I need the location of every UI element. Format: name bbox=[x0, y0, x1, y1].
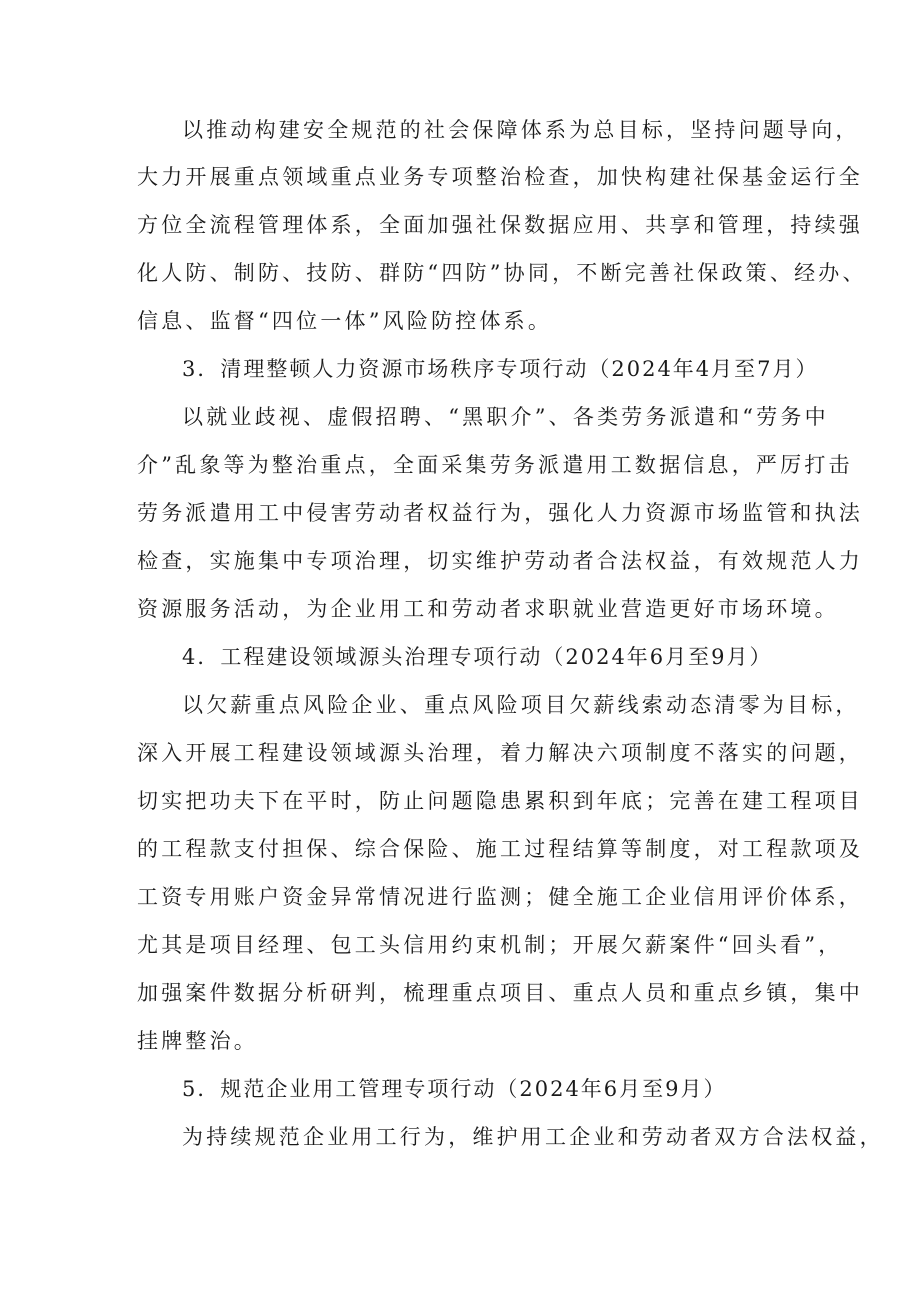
paragraph-line: 尤其是项目经理、包工头信用约束机制；开展欠薪案件“回头看”， bbox=[137, 933, 843, 957]
section-heading: 4．工程建设领域源头治理专项行动（2024年6月至9月） bbox=[182, 645, 773, 669]
paragraph-line: 挂牌整治。 bbox=[137, 1029, 258, 1053]
section-heading: 3．清理整顿人力资源市场秩序专项行动（2024年4月至7月） bbox=[182, 357, 819, 381]
paragraph-line: 加强案件数据分析研判，梳理重点项目、重点人员和重点乡镇，集中 bbox=[137, 981, 863, 1005]
paragraph-line: 劳务派遣用工中侵害劳动者权益行为，强化人力资源市场监管和执法 bbox=[137, 501, 863, 525]
paragraph-line: 工资专用账户资金异常情况进行监测；健全施工企业信用评价体系， bbox=[137, 885, 863, 909]
paragraph-line: 以欠薪重点风险企业、重点风险项目欠薪线索动态清零为目标， bbox=[182, 693, 860, 717]
paragraph-line: 方位全流程管理体系，全面加强社保数据应用、共享和管理，持续强 bbox=[137, 213, 863, 237]
paragraph-line: 介”乱象等为整治重点，全面采集劳务派遣用工数据信息，严厉打击 bbox=[137, 453, 853, 477]
paragraph-line: 大力开展重点领域重点业务专项整治检查，加快构建社保基金运行全 bbox=[137, 165, 863, 189]
paragraph-line: 切实把功夫下在平时，防止问题隐患累积到年底；完善在建工程项目 bbox=[137, 789, 863, 813]
paragraph-line: 为持续规范企业用工行为，维护用工企业和劳动者双方合法权益， bbox=[182, 1125, 884, 1149]
paragraph-line: 深入开展工程建设领域源头治理，着力解决六项制度不落实的问题， bbox=[137, 741, 863, 765]
paragraph-line: 信息、监督“四位一体”风险防控体系。 bbox=[137, 309, 553, 333]
paragraph-line: 资源服务活动，为企业用工和劳动者求职就业营造更好市场环境。 bbox=[137, 597, 839, 621]
paragraph-line: 以就业歧视、虚假招聘、“黑职介”、各类劳务派遣和“劳务中 bbox=[182, 405, 829, 429]
paragraph-line: 检查，实施集中专项治理，切实维护劳动者合法权益，有效规范人力 bbox=[137, 549, 863, 573]
section-heading: 5．规范企业用工管理专项行动（2024年6月至9月） bbox=[182, 1077, 727, 1101]
paragraph-line: 的工程款支付担保、综合保险、施工过程结算等制度，对工程款项及 bbox=[137, 837, 863, 861]
paragraph-line: 以推动构建安全规范的社会保障体系为总目标，坚持问题导向， bbox=[182, 118, 860, 142]
paragraph-line: 化人防、制防、技防、群防“四防”协同，不断完善社保政策、经办、 bbox=[137, 261, 867, 285]
